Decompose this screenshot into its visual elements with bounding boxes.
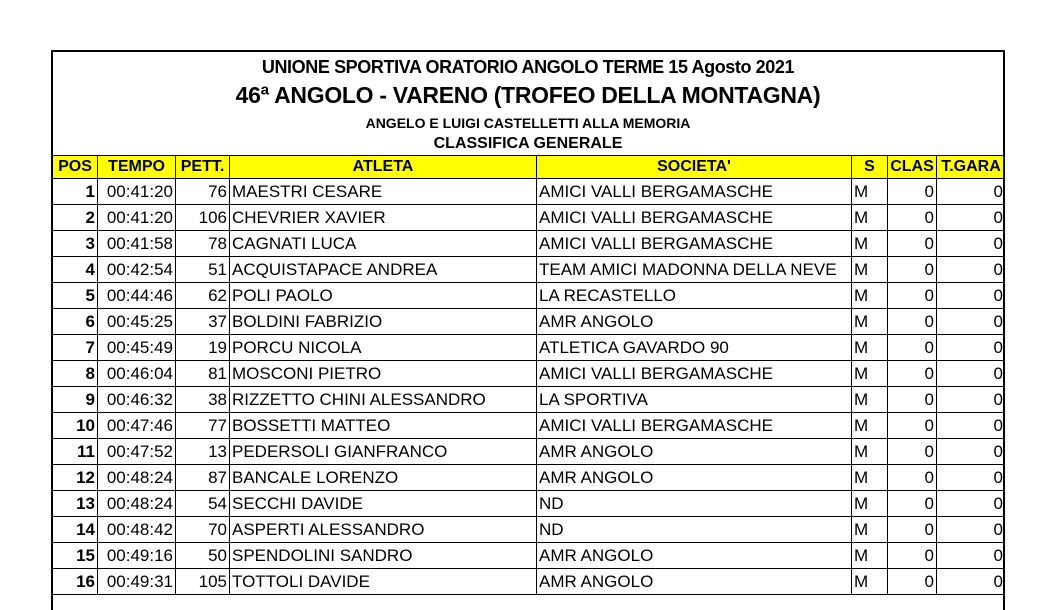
cell-pos: 4: [53, 257, 98, 283]
cell-societa: ND: [537, 491, 852, 517]
results-table: [52, 155, 1005, 595]
table-row: [53, 439, 1006, 465]
cell-tgara: 0: [937, 231, 1006, 257]
cell-tempo: 00:41:58: [98, 231, 176, 257]
cell-tgara: 0: [937, 361, 1006, 387]
cell-atleta: SECCHI DAVIDE: [230, 491, 537, 517]
cell-sex: M: [852, 335, 888, 361]
results-sheet: [51, 50, 1005, 610]
cell-pett: 50: [176, 543, 230, 569]
cell-tgara: 0: [937, 465, 1006, 491]
cell-tempo: 00:47:46: [98, 413, 176, 439]
cell-tgara: 0: [937, 335, 1006, 361]
cell-pos: 8: [53, 361, 98, 387]
cell-atleta: RIZZETTO CHINI ALESSANDRO: [230, 387, 537, 413]
cell-atleta: ASPERTI ALESSANDRO: [230, 517, 537, 543]
cell-tempo: 00:48:24: [98, 491, 176, 517]
cell-pett: 105: [176, 569, 230, 595]
cell-pos: 9: [53, 387, 98, 413]
cell-sex: M: [852, 569, 888, 595]
table-row: [53, 283, 1006, 309]
cell-atleta: PEDERSOLI GIANFRANCO: [230, 439, 537, 465]
cell-pett: 77: [176, 413, 230, 439]
cell-tempo: 00:48:24: [98, 465, 176, 491]
cell-clas: 0: [888, 257, 937, 283]
cell-sex: M: [852, 257, 888, 283]
table-row: [53, 413, 1006, 439]
table-row: [53, 517, 1006, 543]
cell-pos: 16: [53, 569, 98, 595]
cell-atleta: TOTTOLI DAVIDE: [230, 569, 537, 595]
table-row: [53, 309, 1006, 335]
cell-pos: 1: [53, 179, 98, 205]
table-row: [53, 231, 1006, 257]
cell-pos: 6: [53, 309, 98, 335]
cell-atleta: BOSSETTI MATTEO: [230, 413, 537, 439]
cell-societa: AMICI VALLI BERGAMASCHE: [537, 361, 852, 387]
cell-tgara: 0: [937, 283, 1006, 309]
cell-pett: 19: [176, 335, 230, 361]
memorial-subtitle: ANGELO E LUIGI CASTELLETTI ALLA MEMORIA: [365, 115, 691, 131]
cell-pos: 5: [53, 283, 98, 309]
table-row: [53, 257, 1006, 283]
cell-tgara: 0: [937, 309, 1006, 335]
cell-clas: 0: [888, 543, 937, 569]
table-header-row: [53, 156, 1006, 179]
cell-societa: AMICI VALLI BERGAMASCHE: [537, 179, 852, 205]
cell-atleta: CAGNATI LUCA: [230, 231, 537, 257]
table-row: [53, 543, 1006, 569]
cell-atleta: MOSCONI PIETRO: [230, 361, 537, 387]
organizer-title: UNIONE SPORTIVA ORATORIO ANGOLO TERME 15 Agosto 2021: [261, 57, 795, 77]
cell-tempo: 00:45:49: [98, 335, 176, 361]
cell-tgara: 0: [937, 413, 1006, 439]
cell-clas: 0: [888, 517, 937, 543]
cell-pett: 54: [176, 491, 230, 517]
cell-tempo: 00:47:52: [98, 439, 176, 465]
table-row: [53, 205, 1006, 231]
cell-societa: AMR ANGOLO: [537, 439, 852, 465]
column-header-pos: POS: [53, 156, 98, 179]
cell-societa: LA SPORTIVA: [537, 387, 852, 413]
cell-tgara: 0: [937, 517, 1006, 543]
table-row: [53, 569, 1006, 595]
column-header-sex: S: [852, 156, 888, 179]
cell-tempo: 00:45:25: [98, 309, 176, 335]
cell-societa: AMR ANGOLO: [537, 569, 852, 595]
ranking-title: CLASSIFICA GENERALE: [433, 135, 623, 152]
cell-tgara: 0: [937, 569, 1006, 595]
cell-sex: M: [852, 517, 888, 543]
cell-pos: 10: [53, 413, 98, 439]
cell-tempo: 00:46:32: [98, 387, 176, 413]
cell-clas: 0: [888, 309, 937, 335]
cell-clas: 0: [888, 335, 937, 361]
cell-tempo: 00:48:42: [98, 517, 176, 543]
cell-atleta: ACQUISTAPACE ANDREA: [230, 257, 537, 283]
cell-tempo: 00:46:04: [98, 361, 176, 387]
race-title: 46ª ANGOLO - VARENO (TROFEO DELLA MONTAGNA): [235, 82, 821, 108]
cell-atleta: PORCU NICOLA: [230, 335, 537, 361]
cell-pett: 13: [176, 439, 230, 465]
cell-societa: AMR ANGOLO: [537, 543, 852, 569]
cell-pos: 11: [53, 439, 98, 465]
cell-pos: 2: [53, 205, 98, 231]
table-row: [53, 387, 1006, 413]
cell-atleta: CHEVRIER XAVIER: [230, 205, 537, 231]
cell-atleta: BANCALE LORENZO: [230, 465, 537, 491]
cell-tgara: 0: [937, 179, 1006, 205]
column-header-tempo: TEMPO: [98, 156, 176, 179]
cell-pett: 70: [176, 517, 230, 543]
cell-pos: 14: [53, 517, 98, 543]
cell-sex: M: [852, 205, 888, 231]
cell-sex: M: [852, 465, 888, 491]
cell-tempo: 00:42:54: [98, 257, 176, 283]
cell-pett: 106: [176, 205, 230, 231]
cell-societa: AMICI VALLI BERGAMASCHE: [537, 231, 852, 257]
cell-sex: M: [852, 491, 888, 517]
cell-pett: 62: [176, 283, 230, 309]
cell-clas: 0: [888, 491, 937, 517]
cell-pett: 76: [176, 179, 230, 205]
cell-pos: 7: [53, 335, 98, 361]
cell-societa: AMR ANGOLO: [537, 309, 852, 335]
cell-clas: 0: [888, 465, 937, 491]
cell-societa: AMICI VALLI BERGAMASCHE: [537, 205, 852, 231]
cell-clas: 0: [888, 179, 937, 205]
cell-sex: M: [852, 179, 888, 205]
cell-sex: M: [852, 309, 888, 335]
cell-clas: 0: [888, 231, 937, 257]
cell-tgara: 0: [937, 257, 1006, 283]
cell-sex: M: [852, 413, 888, 439]
cell-clas: 0: [888, 283, 937, 309]
cell-societa: TEAM AMICI MADONNA DELLA NEVE: [537, 257, 852, 283]
cell-pett: 51: [176, 257, 230, 283]
cell-societa: AMR ANGOLO: [537, 465, 852, 491]
cell-societa: LA RECASTELLO: [537, 283, 852, 309]
results-body: [53, 179, 1006, 595]
cell-pos: 15: [53, 543, 98, 569]
cell-tempo: 00:49:31: [98, 569, 176, 595]
cell-sex: M: [852, 543, 888, 569]
cell-tempo: 00:49:16: [98, 543, 176, 569]
column-header-clas: CLAS: [888, 156, 937, 179]
table-row: [53, 335, 1006, 361]
cell-atleta: SPENDOLINI SANDRO: [230, 543, 537, 569]
table-row: [53, 491, 1006, 517]
cell-clas: 0: [888, 387, 937, 413]
cell-tgara: 0: [937, 543, 1006, 569]
cell-atleta: POLI PAOLO: [230, 283, 537, 309]
cell-clas: 0: [888, 413, 937, 439]
cell-societa: ATLETICA GAVARDO 90: [537, 335, 852, 361]
cell-tgara: 0: [937, 205, 1006, 231]
column-header-pett: PETT.: [176, 156, 230, 179]
cell-sex: M: [852, 387, 888, 413]
cell-pett: 38: [176, 387, 230, 413]
cell-clas: 0: [888, 569, 937, 595]
cell-tempo: 00:41:20: [98, 179, 176, 205]
cell-pos: 13: [53, 491, 98, 517]
cell-tgara: 0: [937, 439, 1006, 465]
cell-pett: 78: [176, 231, 230, 257]
cell-atleta: MAESTRI CESARE: [230, 179, 537, 205]
cell-clas: 0: [888, 205, 937, 231]
cell-pos: 3: [53, 231, 98, 257]
column-header-societa: SOCIETA': [537, 156, 852, 179]
cell-clas: 0: [888, 361, 937, 387]
cell-pett: 37: [176, 309, 230, 335]
cell-tgara: 0: [937, 491, 1006, 517]
cell-tempo: 00:41:20: [98, 205, 176, 231]
column-header-atleta: ATLETA: [230, 156, 537, 179]
cell-clas: 0: [888, 439, 937, 465]
cell-atleta: BOLDINI FABRIZIO: [230, 309, 537, 335]
cell-sex: M: [852, 439, 888, 465]
cell-tgara: 0: [937, 387, 1006, 413]
column-header-tgara: T.GARA: [937, 156, 1006, 179]
cell-pett: 81: [176, 361, 230, 387]
cell-tempo: 00:44:46: [98, 283, 176, 309]
cell-sex: M: [852, 231, 888, 257]
cell-pos: 12: [53, 465, 98, 491]
cell-societa: ND: [537, 517, 852, 543]
cell-societa: AMICI VALLI BERGAMASCHE: [537, 413, 852, 439]
cell-sex: M: [852, 361, 888, 387]
cell-pett: 87: [176, 465, 230, 491]
cell-sex: M: [852, 283, 888, 309]
table-row: [53, 361, 1006, 387]
table-row: [53, 179, 1006, 205]
table-row: [53, 465, 1006, 491]
